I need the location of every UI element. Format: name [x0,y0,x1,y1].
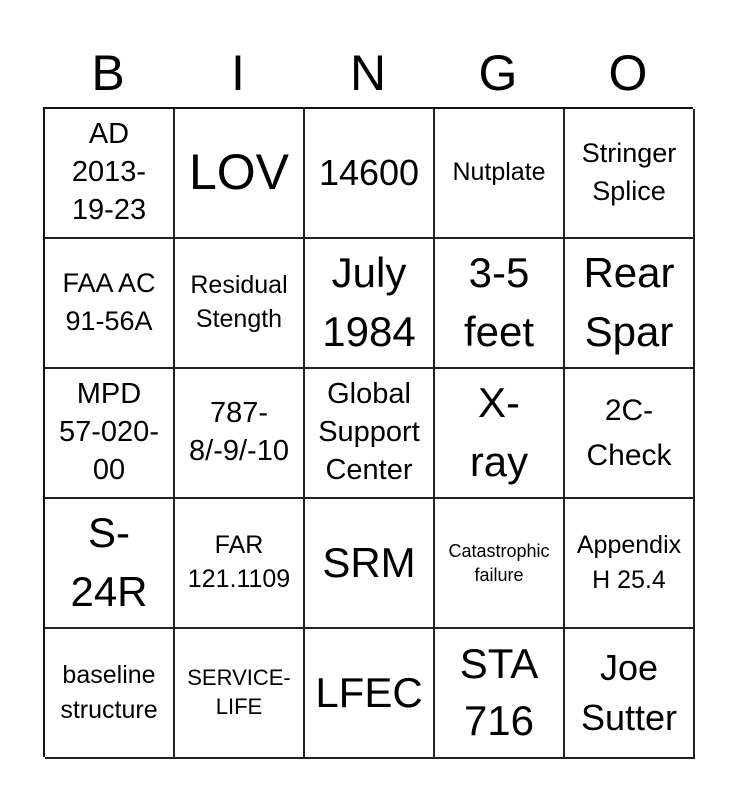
cell-line: 00 [92,453,126,486]
bingo-cell-r4c4[interactable] [565,629,695,759]
cell-line: Check [586,439,672,472]
cell-line: 1984 [322,308,416,355]
cell-line: AD [88,118,130,151]
bingo-cell-r4c2[interactable] [305,629,435,759]
cell-line: 19-23 [71,193,147,226]
cell-line: July [331,249,407,297]
bingo-grid [43,107,693,757]
cell-line: 24R [70,568,148,615]
cell-line: Stringer [581,138,677,169]
cell-line: Residual [190,271,288,300]
header-letter-b: B [91,45,125,101]
cell-line: 57-020- [59,416,159,449]
cell-line: 787- [209,397,269,430]
cell-line: structure [60,696,158,724]
bingo-cell-r1c2[interactable] [305,239,435,369]
bingo-cell-r2c2[interactable] [305,369,435,499]
cell-line: ray [469,438,529,485]
cell-line: H 25.4 [592,566,666,594]
cell-line: FAR [214,531,264,560]
cell-line: 3-5 [468,249,530,297]
bingo-cell-r1c1[interactable] [175,239,305,369]
cell-text: LFEC [315,668,423,716]
header-letter-o: O [608,45,648,101]
cell-line: Splice [592,176,666,206]
bingo-cell-r4c3[interactable] [435,629,565,759]
cell-text: Nutplate [452,158,546,187]
bingo-cell-r4c1[interactable] [175,629,305,759]
bingo-cell-r0c2[interactable] [305,109,435,239]
cell-line: Rear [583,249,675,297]
cell-line: 121.1109 [187,565,291,593]
cell-text: LOV [188,144,290,201]
cell-line: Global [327,378,411,411]
cell-line: feet [463,308,535,355]
cell-line: 716 [463,697,535,744]
bingo-cell-r3c2[interactable] [305,499,435,629]
bingo-cell-r2c3[interactable] [435,369,565,499]
bingo-cell-r1c3[interactable] [435,239,565,369]
bingo-cell-r0c1[interactable] [175,109,305,239]
bingo-cell-r0c3[interactable] [435,109,565,239]
bingo-cell-r2c0[interactable] [45,369,175,499]
cell-line: X- [477,379,520,427]
bingo-cell-r2c4[interactable] [565,369,695,499]
cell-line: 2013- [71,156,147,189]
cell-line: Center [325,453,413,486]
cell-line: S- [88,509,130,557]
cell-line: Joe [599,646,659,688]
header-letter-n: N [349,45,387,101]
bingo-cell-r4c0[interactable] [45,629,175,759]
bingo-cell-r0c4[interactable] [565,109,695,239]
cell-line: LIFE [215,694,263,719]
bingo-cell-r1c4[interactable] [565,239,695,369]
bingo-cell-r3c1[interactable] [175,499,305,629]
cell-line: 8/-9/-10 [189,435,289,467]
cell-line: 91-56A [65,306,153,336]
header-letter-i: I [231,45,245,101]
bingo-cell-r3c3[interactable] [435,499,565,629]
bingo-cell-r3c0[interactable] [45,499,175,629]
bingo-cell-r1c0[interactable] [45,239,175,369]
header-letter-g: G [478,45,518,101]
cell-line: Stength [195,305,283,333]
cell-text: 14600 [318,152,420,194]
cell-line: Sutter [580,697,678,738]
cell-text: SRM [322,538,416,586]
bingo-cell-r3c4[interactable] [565,499,695,629]
cell-line: Appendix [576,531,682,559]
cell-line: FAA AC [62,268,156,299]
cell-line: MPD [76,378,142,411]
bingo-cell-r0c0[interactable] [45,109,175,239]
cell-line: 2C- [604,394,654,427]
cell-line: Catastrophic [448,540,550,561]
bingo-header [43,40,693,106]
cell-line: Support [318,416,420,449]
cell-line: STA [459,640,539,688]
cell-line: baseline [62,661,156,689]
bingo-cell-r2c1[interactable] [175,369,305,499]
cell-line: SERVICE- [187,665,291,691]
cell-line: failure [474,565,524,585]
cell-line: Spar [584,308,674,355]
